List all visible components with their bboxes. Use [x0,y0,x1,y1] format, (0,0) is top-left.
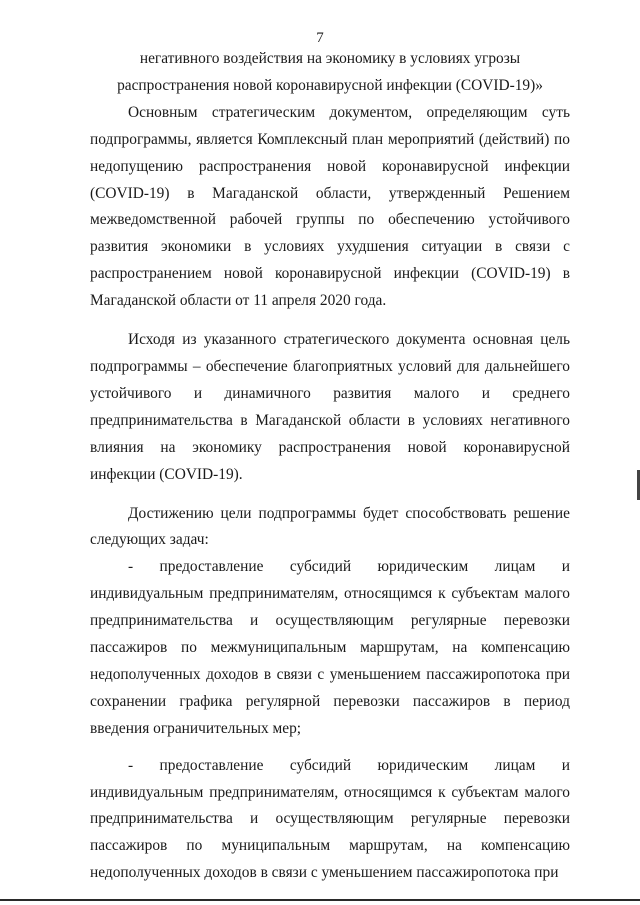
page-number: 7 [316,30,324,46]
heading-line-2: распространения новой коронавирусной инфекции (COVID-19)» [117,76,543,94]
section-heading [90,46,570,100]
list-item-intermunicipal-subsidy: - предоставление субсидий юридическим лицам и индивидуальным предпринимателям, относящимся к субъектам малого предпринимательства и осуществляющим регулярные перевозки пассажиров по межмуниципальным маршрутам, на компенсацию недополученных доходов в связи с уменьшением пассажиропотока при сохранении графика регулярной перевозки пассажиров в период введения ограничительных мер; [90,558,570,737]
list-item-municipal-subsidy: - предоставление субсидий юридическим лицам и индивидуальным предпринимателям, относящимся к субъектам малого предпринимательства и осуществляющим регулярные перевозки пассажиров по муниципальным маршрутам, на компенсацию недополученных доходов в связи с уменьшением пассажиропотока при [90,756,570,882]
scan-bottom-edge [0,899,640,901]
heading-line-1: негативного воздействия на экономику в условиях угрозы [139,50,521,67]
paragraph-strategic-document: Основным стратегическим документом, определяющим суть подпрограммы, является Комплексный план мероприятий (действий) по недопущению распространения новой коронавирусной инфекции (COVID-19) в Магаданской области, утвержденный Решением межведомственной рабочей группы по обеспечению устойчивого развития экономики в условиях ухудшения ситуации в связи с распространением новой коронавирусной инфекции (COVID-19) в Магаданской области от 11 апреля 2020 года. [90,103,570,310]
paragraph-tasks-intro: Достижению цели подпрограммы будет способствовать решение следующих задач: [90,504,570,549]
paragraph-main-goal: Исходя из указанного стратегического документа основная цель подпрограммы – обеспечение благоприятных условий для дальнейшего устойчивого и динамичного развития малого и среднего предпринимательства в Магаданской области в условиях негативного влияния на экономику распространения новой коронавирусной инфекции (COVID-19). [90,331,570,483]
document-body [90,46,570,887]
